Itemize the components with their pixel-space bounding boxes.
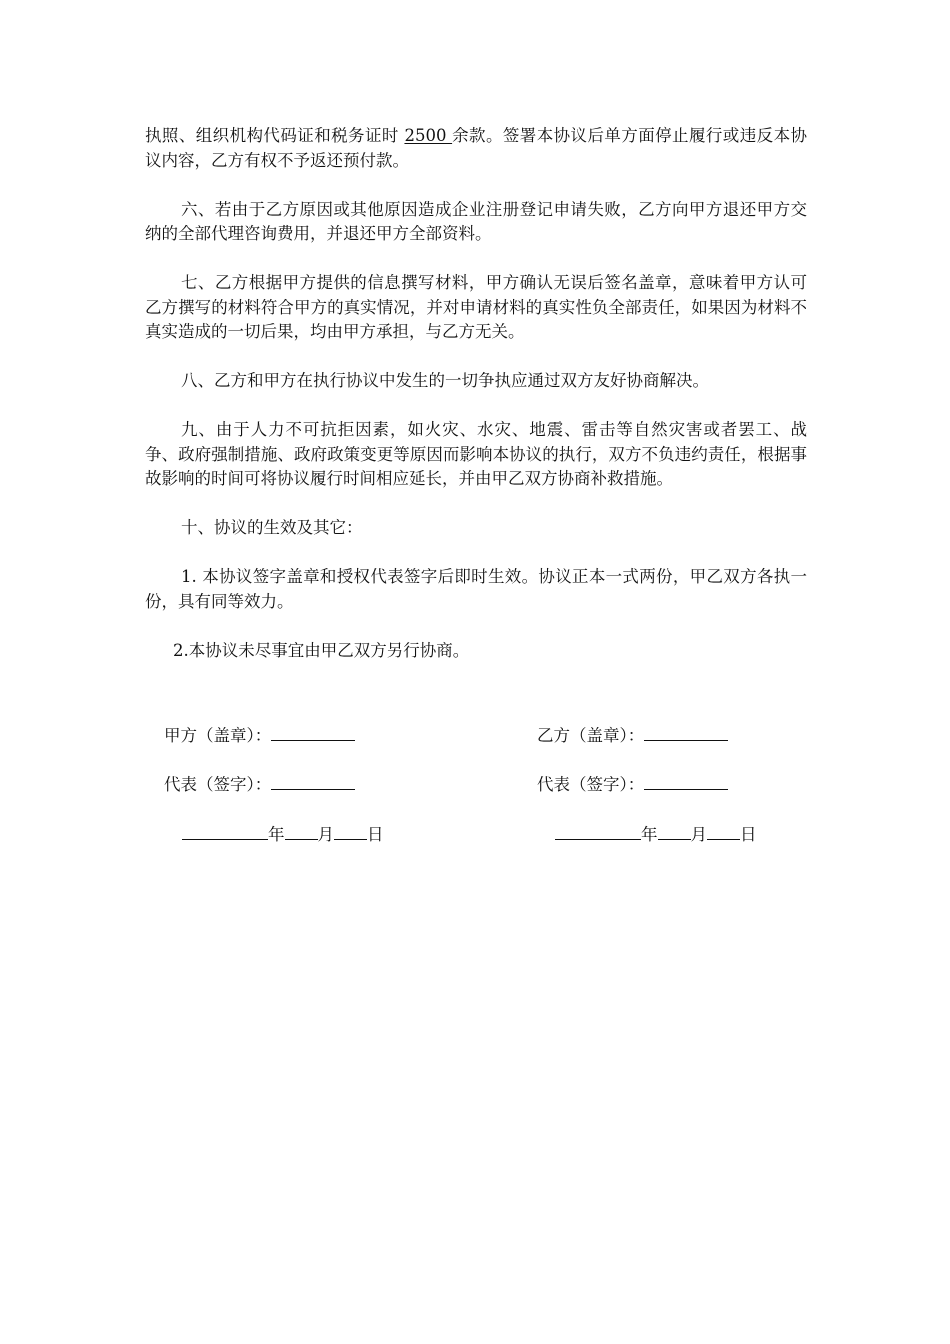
- party-a-seal: [164, 722, 355, 749]
- clause-ten-heading: 十、协议的生效及其它：: [181, 518, 363, 537]
- clause-ten-item-1: 1. 本协议签字盖章和授权代表签字后即时生效。协议正本一式两份，甲乙双方各执一份，具有同等效力。: [145, 567, 807, 611]
- party-b-seal: [537, 722, 728, 749]
- party-a-day-label: 日: [367, 825, 384, 844]
- payment-text-after: 余款。签署本协议后单方面停止履行或违反本协议内容，乙方有权不予返还预付款。: [145, 126, 807, 170]
- representative-row: [145, 771, 807, 799]
- clause-ten-item-2: 2.本协议未尽事宜由甲乙双方另行协商。: [173, 640, 470, 660]
- party-b-date: [555, 821, 757, 848]
- paragraph-payment-continuation: [145, 124, 807, 173]
- party-a-day-blank: [334, 821, 367, 840]
- party-a-year-label: 年: [268, 825, 285, 844]
- party-a-representative-label: 代表（签字）：: [164, 775, 272, 794]
- party-b-year-blank: [555, 821, 641, 840]
- party-a-seal-blank: [271, 722, 355, 741]
- party-b-month-label: 月: [690, 825, 707, 844]
- party-a-month-label: 月: [317, 825, 334, 844]
- payment-amount: 2500: [404, 126, 453, 145]
- clause-eight: 八、乙方和甲方在执行协议中发生的一切争执应通过双方友好协商解决。: [181, 371, 709, 390]
- party-b-day-label: 日: [740, 825, 757, 844]
- clause-six: 六、若由于乙方原因或其他原因造成企业注册登记申请失败，乙方向甲方退还甲方交纳的全部代理咨询费用，并退还甲方全部资料。: [145, 199, 807, 243]
- party-b-day-blank: [707, 821, 740, 840]
- party-a-representative: [164, 771, 355, 798]
- seal-row: [145, 722, 807, 750]
- party-b-representative-label: 代表（签字）：: [537, 775, 645, 794]
- party-a-year-blank: [182, 821, 268, 840]
- date-row: [145, 821, 807, 849]
- clause-seven: 七、乙方根据甲方提供的信息撰写材料，甲方确认无误后签名盖章，意味着甲方认可乙方撰写的材料符合甲方的真实情况，并对申请材料的真实性负全部责任，如果因为材料不真实造成的一切后果，均由甲方承担，与乙方无关。: [145, 273, 807, 341]
- party-a-date: [182, 821, 384, 848]
- party-b-seal-label: 乙方（盖章）：: [537, 726, 645, 745]
- party-b-representative: [537, 771, 728, 798]
- party-a-month-blank: [285, 821, 318, 840]
- party-b-month-blank: [658, 821, 691, 840]
- agreement-body: [145, 124, 807, 688]
- party-a-representative-blank: [271, 771, 355, 790]
- party-b-seal-blank: [644, 722, 728, 741]
- party-b-year-label: 年: [641, 825, 658, 844]
- clause-nine: 九、由于人力不可抗拒因素，如火灾、水灾、地震、雷击等自然灾害或者罢工、战争、政府强制措施、政府政策变更等原因而影响本协议的执行，双方不负违约责任，根据事故影响的时间可将协议履行时间相应延长，并由甲乙双方协商补救措施。: [145, 420, 807, 488]
- party-a-seal-label: 甲方（盖章）：: [164, 726, 272, 745]
- payment-text-before: 执照、组织机构代码证和税务证时: [145, 126, 405, 145]
- party-b-representative-blank: [644, 771, 728, 790]
